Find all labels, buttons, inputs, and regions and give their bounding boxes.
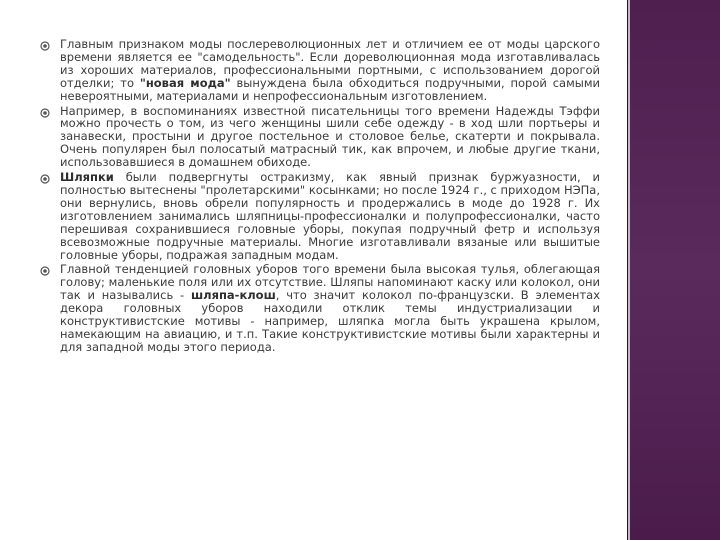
bold-phrase: "новая мода" xyxy=(139,75,231,90)
bullet-text: Шляпки были подвергнуты остракизму, как явный признак буржуазности, и полностью вытеснены "пролетарскими" косынками; но после 1924 г., с приходом НЭПа, они вернулись, вновь обрели популярность и продержались в моде до 1928 г. Их изготовлением занимались шляпницы-профессионалки и полупрофессионалки, часто перешивая сохранившиеся головные уборы, покупая подручный фетр и используя всевозможные подручные материалы. Многие изготавливали вязаные или вышитые головные уборы, подражая западным модам. xyxy=(60,170,600,262)
bullet-text: Например, в воспоминаниях известной писательницы того времени Надежды Тэффи можно прочесть о том, из чего женщины шили себе одежду - в ход шли портьеры и занавески, простыни и другое постельное и столовое белье, скатерти и покрывала. Очень популярен был полосатый матрасный тик, как впрочем, и любые другие ткани, использовавшиеся в домашнем обиходе. xyxy=(60,103,600,170)
bold-phrase: шляпа-клош xyxy=(190,288,276,303)
bullet-item xyxy=(40,171,600,261)
radio-bullet-icon xyxy=(40,41,50,51)
side-accent-panel xyxy=(627,0,720,540)
bullet-text: Главным признаком моды послереволюционных лет и отличием ее от моды царского времени является ее "самодельность". Если дореволюционная мода изготавливалась из хороших материалов, профессиональными портными, с использованием дорогой отделки; то "новая мода" вынуждена была обходиться подручными, порой самыми невероятными, материалами и непрофессиональным изготовлением. xyxy=(60,37,600,103)
bold-phrase: Шляпки xyxy=(60,170,114,185)
radio-bullet-icon xyxy=(40,266,50,276)
radio-bullet-icon xyxy=(40,174,50,184)
bullet-item xyxy=(40,38,600,103)
bullet-item xyxy=(40,263,600,353)
bullet-list xyxy=(40,38,600,356)
bullet-item xyxy=(40,105,600,170)
radio-bullet-icon xyxy=(40,108,50,118)
bullet-text: Главной тенденцией головных уборов того времени была высокая тулья, облегающая голову; маленькие поля или их отсутствие. Шляпы напоминают каску или колокол, они так и назывались - шляпа-клош, что значит колокол по-французски. В элементах декора головных уборов находили отклик темы индустриализации и конструктивистские мотивы - например, шляпка могла быть украшена крылом, намекающим на авиацию, и т.п. Такие конструктивистские мотивы были характерны и для западной моды этого периода. xyxy=(60,262,601,354)
